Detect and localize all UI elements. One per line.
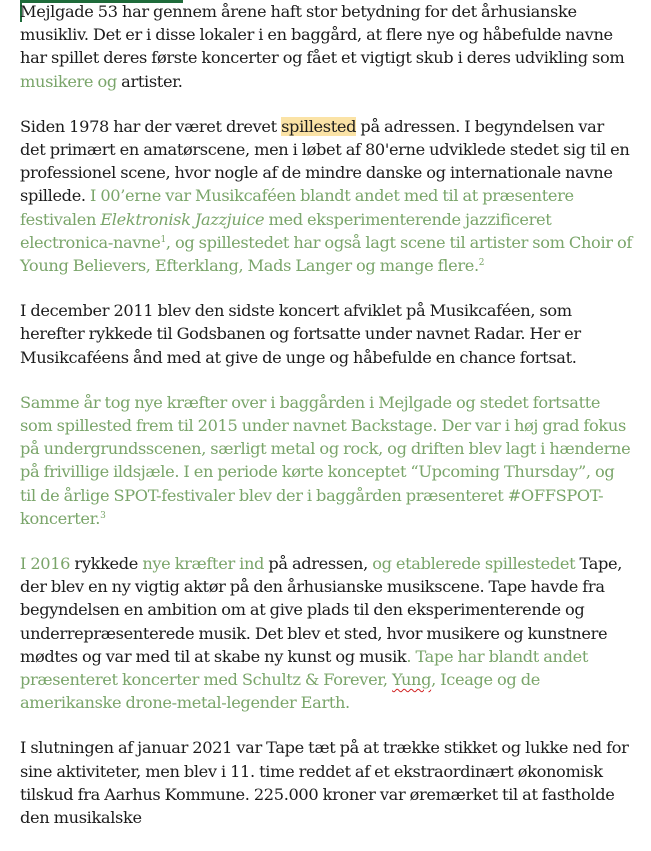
text-run: rykkede [70, 554, 143, 574]
text-run: Mejlgade 53 har gennem årene haft stor betydning for det århusianske musikliv. Det er i disse lokaler i en baggård, at flere nye og håbefulde navne har spillet deres første koncerter og fået et vigtigt skub i deres udvikling som [20, 2, 625, 68]
text-run: I slutningen af januar 2021 var Tape tæt på at trække stikket og lukke ned for sine aktiviteter, men blev i 11. time reddet af et ekstraordinært økonomisk tilskud fra Aarhus Kommune. 225.000 kroner var øremærket til at fastholde den musikalske [20, 738, 629, 828]
tracked-change-text: I 00’erne var Musikcaféen blandt andet med til at præsentere festivalen [20, 186, 574, 229]
paragraph-2021[interactable] [20, 736, 632, 829]
paragraph-intro[interactable] [20, 0, 632, 93]
tracked-change-text: , og spillestedet har også lagt scene til artister som Choir of Young Believers, Efterklang, Mads Langer og mange flere. [20, 232, 632, 276]
footnote-marker[interactable]: 3 [100, 510, 106, 521]
document-body[interactable] [20, 0, 632, 851]
footnote-marker[interactable]: 2 [478, 258, 485, 269]
text-run: Siden 1978 har der været drevet [20, 116, 282, 136]
spellcheck-flagged-word[interactable]: Yung [392, 670, 432, 690]
tracked-change-text: I 2016 [20, 554, 71, 574]
text-run: på adressen, [264, 554, 373, 574]
text-run: artister. [116, 71, 183, 91]
footnote-marker[interactable]: 1 [160, 234, 166, 245]
tracked-change-text: , Iceage og de amerikanske drone-metal-legender Earth. [20, 670, 540, 713]
paragraph-backstage[interactable] [20, 391, 632, 530]
highlighted-word[interactable]: spillested [281, 116, 357, 136]
text-run: på adressen. I begyndelsen var det primært en amatørscene, men i løbet af 80'erne udviklede stedet sig til en professionel scene, hvor nogle af de mindre danske og internationale navne spillede. [20, 116, 630, 206]
tracked-change-text: musikere og [20, 71, 117, 91]
paragraph-history[interactable] [20, 115, 632, 277]
tracked-change-text: med eksperimenterende jazzificeret electronica-navne [20, 209, 552, 252]
tracked-change-text: . Tape har blandt andet præsenteret koncerter med Schultz & Forever, [20, 646, 589, 690]
tracked-change-text: nye kræfter ind [142, 554, 265, 574]
paragraph-musikcafeen[interactable] [20, 299, 632, 369]
tracked-change-text: Samme år tog nye kræfter over i baggården i Mejlgade og stedet fortsatte som spillested frem til 2015 under navnet Backstage. Der var i høj grad fokus på undergrundsscenen, særligt metal og rock, og driften blev lagt i hænderne på frivillige ildsjæle. I en periode kørte konceptet “Upcoming Thursday”, og til de årlige SPOT-festivaler blev der i baggården præsenteret #OFFSPOT-koncerter. [20, 392, 631, 528]
tracked-change-text: og etablerede spillestedet [372, 554, 576, 574]
text-run: Tape, der blev en ny vigtig aktør på den århusianske musikscene. Tape havde fra begyndelsen en ambition om at give plads til den eksperimenterende og underrepræsenterede musik. Det blev et sted, hvor musikere og kunstnere mødtes og var med til at skabe ny kunst og musik [20, 554, 623, 666]
text-run: I december 2011 blev den sidste koncert afviklet på Musikcaféen, som herefter rykkede til Godsbanen og fortsatte under navnet Radar. Her er Musikcaféens ånd med at give de unge og håbefulde en chance fortsat. [20, 301, 581, 367]
paragraph-tape[interactable] [20, 552, 632, 714]
tracked-change-italic-text: Elektronisk Jazzjuice [100, 209, 265, 229]
